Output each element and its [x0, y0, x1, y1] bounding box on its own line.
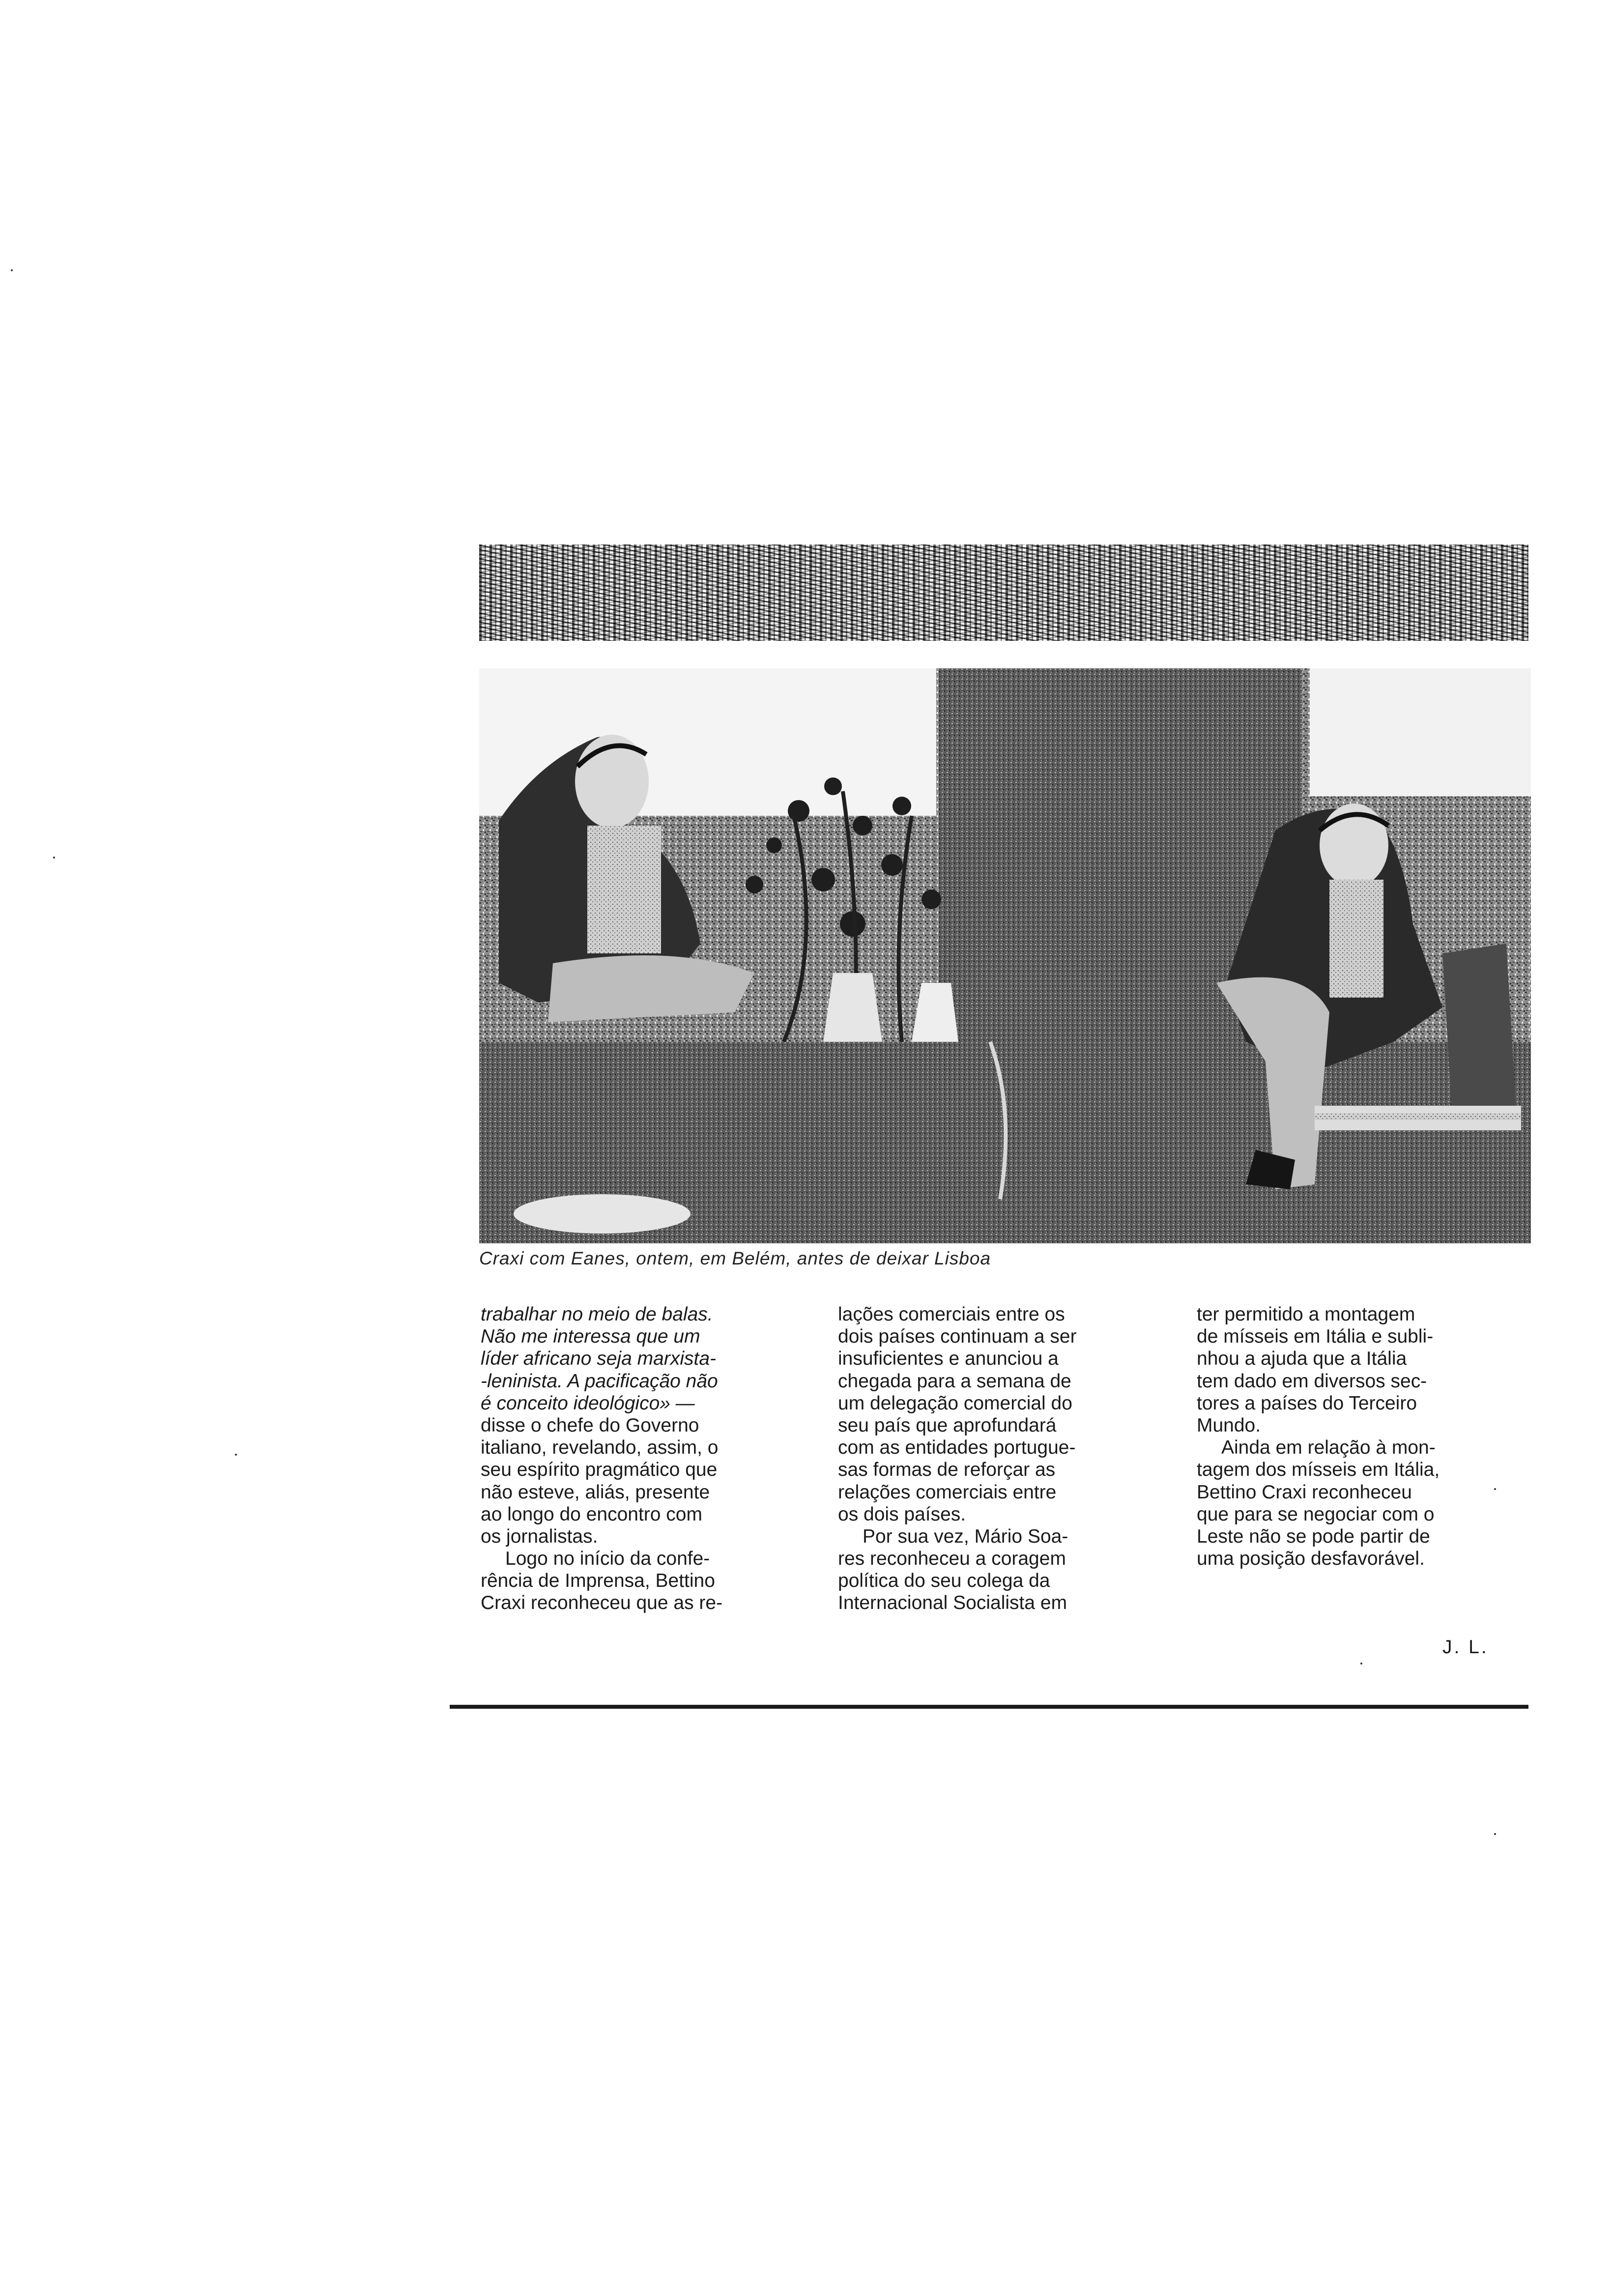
- article-line: um delegação comercial do: [838, 1392, 1072, 1414]
- bottom-rule: [450, 1705, 1528, 1709]
- article-line: Leste não se pode partir de: [1197, 1525, 1430, 1547]
- article-line: disse o chefe do Governo: [481, 1414, 699, 1436]
- article-line: que para se negociar com o: [1197, 1503, 1435, 1525]
- article-line: líder africano seja marxista-: [481, 1348, 717, 1370]
- article-line: não esteve, aliás, presente: [481, 1481, 710, 1503]
- article-line: os jornalistas.: [481, 1525, 598, 1547]
- article-line: relações comerciais entre: [838, 1481, 1057, 1503]
- article-line: política do seu colega da: [838, 1570, 1050, 1592]
- article-line: seu espírito pragmático que: [481, 1459, 718, 1481]
- news-photo: [479, 668, 1531, 1243]
- article-line: Não me interessa que um: [481, 1326, 700, 1348]
- article-line: trabalhar no meio de balas.: [481, 1304, 713, 1325]
- article-line: Ainda em relação à mon-: [1221, 1437, 1436, 1459]
- article-line: ao longo do encontro com: [481, 1503, 702, 1525]
- article-line: com as entidades portugue-: [838, 1437, 1076, 1459]
- article-line: Bettino Craxi reconheceu: [1197, 1481, 1412, 1503]
- article-line: Mundo.: [1197, 1414, 1261, 1436]
- article-column-3: [1197, 1303, 1531, 1570]
- article-line: italiano, revelando, assim, o: [481, 1437, 719, 1459]
- article-column-1: [481, 1303, 815, 1614]
- photo-illustration: [479, 668, 1531, 1243]
- article-line: insuficientes e anunciou a: [838, 1348, 1059, 1370]
- author-signature: J. L.: [1442, 1636, 1489, 1658]
- photo-caption: Craxi com Eanes, ontem, em Belém, antes de deixar Lisboa: [479, 1248, 991, 1268]
- article-line: os dois países.: [838, 1503, 966, 1525]
- article-line: res reconheceu a coragem: [838, 1548, 1066, 1570]
- article-line: de mísseis em Itália e subli-: [1197, 1326, 1434, 1348]
- article-line: uma posição desfavorável.: [1197, 1548, 1425, 1570]
- article-line: Por sua vez, Mário Soa-: [863, 1525, 1068, 1547]
- article-line: chegada para a semana de: [838, 1370, 1071, 1392]
- article-line: é conceito ideológico» —: [481, 1392, 695, 1414]
- article-line: ter permitido a montagem: [1197, 1304, 1415, 1325]
- article-line: nhou a ajuda que a Itália: [1197, 1348, 1407, 1370]
- article-line: Craxi reconheceu que as re-: [481, 1592, 723, 1614]
- article-column-2: [838, 1303, 1172, 1614]
- article-line: -leninista. A pacificação não: [481, 1370, 718, 1392]
- header-banner: [479, 545, 1528, 641]
- article-line: Logo no início da confe-: [505, 1548, 710, 1570]
- article-line: tagem dos mísseis em Itália,: [1197, 1459, 1440, 1481]
- article-line: seu país que aprofundará: [838, 1414, 1057, 1436]
- article-line: dois países continuam a ser: [838, 1326, 1077, 1348]
- article-line: sas formas de reforçar as: [838, 1459, 1056, 1481]
- article-line: tem dado em diversos sec-: [1197, 1370, 1427, 1392]
- article-line: tores a países do Terceiro: [1197, 1392, 1417, 1414]
- article-line: rência de Imprensa, Bettino: [481, 1570, 715, 1592]
- article-line: lações comerciais entre os: [838, 1304, 1065, 1325]
- article-line: Internacional Socialista em: [838, 1592, 1067, 1614]
